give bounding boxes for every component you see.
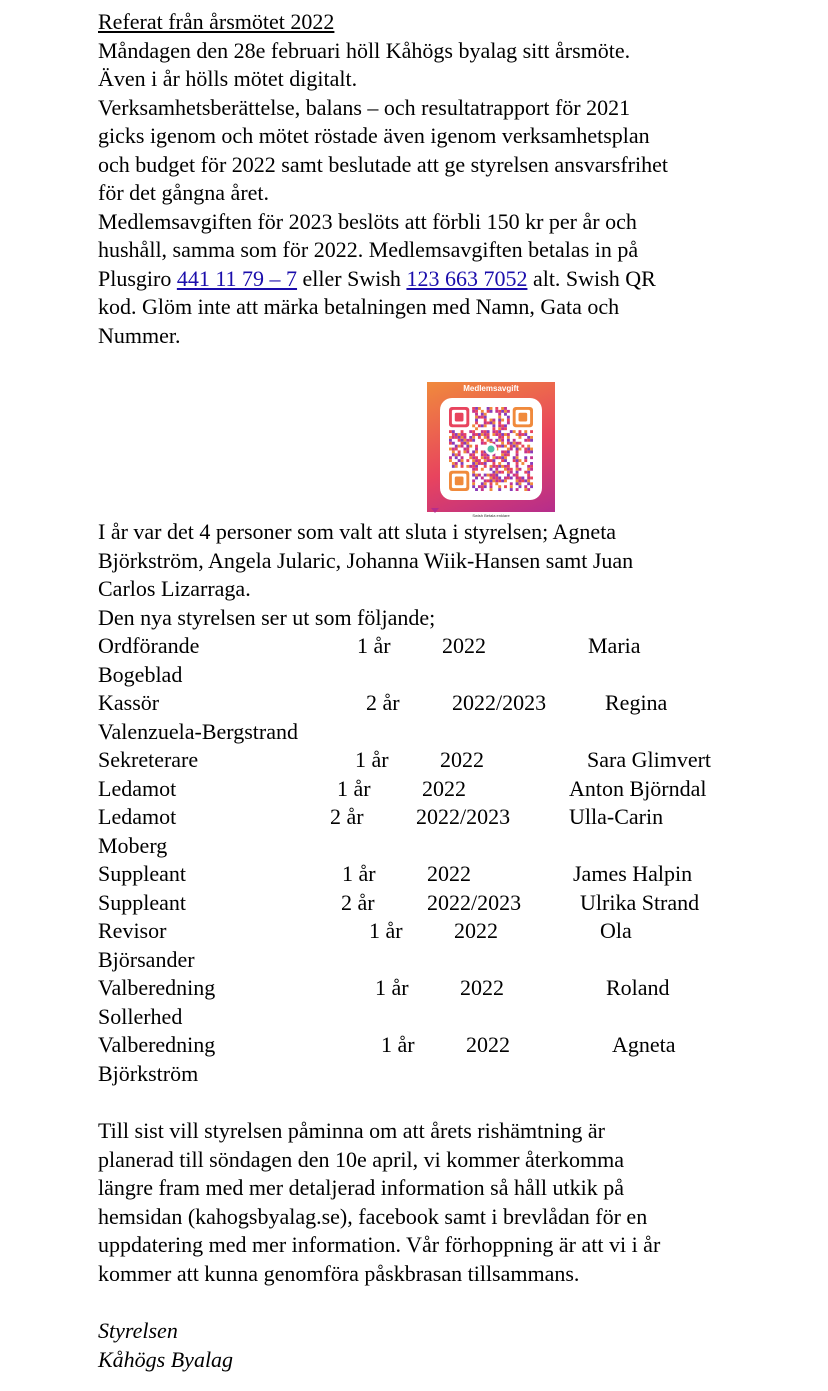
fee-line: Nummer. xyxy=(98,322,181,348)
swish-qr-section xyxy=(98,382,738,518)
roster-row xyxy=(98,974,738,1031)
roster-row xyxy=(98,803,738,860)
roster-term: 1 år xyxy=(375,975,409,1000)
intro-line: gicks igenom och mötet röstade även igenom verksamhetsplan xyxy=(98,123,650,148)
roster-row xyxy=(98,689,738,746)
fee-line: kod. Glöm inte att märka betalningen med Namn, Gata och xyxy=(98,294,620,319)
roster-role: Valberedning xyxy=(98,1032,216,1057)
roster-row xyxy=(98,889,738,918)
roster-role: Ledamot xyxy=(98,775,177,801)
roster-row xyxy=(98,917,738,974)
roster-year: 2022/2023 xyxy=(416,804,511,829)
roster-term: 2 år xyxy=(366,690,400,715)
signature-line: Styrelsen xyxy=(98,1318,178,1343)
qr-code-icon xyxy=(449,407,533,491)
swish-link[interactable]: 123 663 7052 xyxy=(406,265,528,291)
fee-text: Plusgiro xyxy=(98,265,177,291)
roster-name: Ulrika Strand xyxy=(580,889,700,915)
roster-row xyxy=(98,775,738,804)
leaving-line: Carlos Lizarraga. xyxy=(98,576,251,601)
fee-text: alt. Swish QR xyxy=(527,265,656,291)
spacer xyxy=(98,1288,738,1317)
swish-qr-card xyxy=(427,382,555,518)
fee-line-payment xyxy=(98,265,738,294)
roster-term: 1 år xyxy=(369,918,403,943)
closing-line: Till sist vill styrelsen påminna om att årets rishämtning är xyxy=(98,1118,605,1143)
roster-year: 2022/2023 xyxy=(452,690,547,715)
roster-name: Anton Björndal xyxy=(569,775,707,801)
roster-name: Regina xyxy=(605,690,668,715)
roster-name-cont: Sollerhed xyxy=(98,1003,183,1029)
roster-row xyxy=(98,1031,738,1088)
roster-name-cont: Valenzuela-Bergstrand xyxy=(98,718,298,744)
board-roster xyxy=(98,632,738,1088)
closing-line: uppdatering med mer information. Vår förhoppning är att vi i år xyxy=(98,1232,661,1257)
roster-name: Ulla-Carin xyxy=(569,804,664,829)
roster-term: 2 år xyxy=(341,889,375,915)
roster-name-cont: Björsander xyxy=(98,946,195,972)
signature xyxy=(98,1317,738,1374)
roster-name-cont: Moberg xyxy=(98,832,168,858)
roster-term: 2 år xyxy=(330,804,364,829)
roster-term: 1 år xyxy=(342,861,376,886)
roster-name-cont: Björkström xyxy=(98,1060,199,1086)
qr-code-image xyxy=(440,398,542,500)
closing-line: hemsidan (kahogsbyalag.se), facebook samt i brevlådan för en xyxy=(98,1203,648,1229)
roster-name: Agneta xyxy=(612,1032,676,1057)
roster-row xyxy=(98,746,738,775)
document xyxy=(98,8,738,1374)
roster-year: 2022 xyxy=(454,918,498,943)
roster-role: Suppleant xyxy=(98,861,186,886)
closing-line: längre fram med mer detaljerad information så håll utkik på xyxy=(98,1175,624,1200)
roster-year: 2022 xyxy=(460,975,504,1000)
board-intro: Den nya styrelsen ser ut som följande; xyxy=(98,604,436,630)
qr-footer: Swish Betala enklare xyxy=(472,513,510,518)
roster-name: Ola xyxy=(600,918,632,943)
signature-line: Kåhögs Byalag xyxy=(98,1346,234,1372)
roster-term: 1 år xyxy=(357,633,391,658)
fee-line: hushåll, samma som för 2022. Medlemsavgiften betalas in på xyxy=(98,237,639,262)
roster-role: Valberedning xyxy=(98,975,216,1000)
roster-name: Sara Glimvert xyxy=(587,747,712,772)
roster-role: Sekreterare xyxy=(98,747,199,772)
intro-line: Verksamhetsberättelse, balans – och resultatrapport för 2021 xyxy=(98,94,631,120)
intro-line: Även i år hölls mötet digitalt. xyxy=(98,66,358,91)
intro-line: Måndagen den 28e februari höll Kåhögs byalag sitt årsmöte. xyxy=(98,37,631,63)
plusgiro-link[interactable]: 441 11 79 – 7 xyxy=(176,265,298,291)
roster-term: 1 år xyxy=(381,1032,415,1057)
roster-year: 2022 xyxy=(422,775,466,801)
roster-role: Ledamot xyxy=(98,804,177,829)
intro-paragraph xyxy=(98,37,738,208)
roster-row xyxy=(98,632,738,689)
fee-text: eller Swish xyxy=(297,265,407,291)
fee-line: Medlemsavgiften för 2023 beslöts att förbli 150 kr per år och xyxy=(98,208,637,234)
leaving-line: I år var det 4 personer som valt att sluta i styrelsen; Agneta xyxy=(98,519,617,544)
qr-title: Medlemsavgift xyxy=(463,384,519,393)
intro-line: och budget för 2022 samt beslutade att ge styrelsen ansvarsfrihet xyxy=(98,151,669,177)
roster-name: James Halpin xyxy=(573,861,693,886)
roster-role: Ordförande xyxy=(98,633,200,658)
roster-year: 2022 xyxy=(427,861,471,886)
roster-role: Revisor xyxy=(98,918,167,943)
closing-line: planerad till söndagen den 10e april, vi kommer återkomma xyxy=(98,1146,625,1172)
roster-term: 1 år xyxy=(355,747,389,772)
leaving-line: Björkström, Angela Jularic, Johanna Wiik-Hansen samt Juan xyxy=(98,547,634,573)
closing-paragraph xyxy=(98,1117,738,1288)
roster-year: 2022 xyxy=(466,1032,510,1057)
spacer xyxy=(98,1088,738,1117)
roster-name-cont: Bogeblad xyxy=(98,661,183,687)
roster-year: 2022 xyxy=(442,633,486,658)
roster-row xyxy=(98,860,738,889)
roster-role: Kassör xyxy=(98,690,160,715)
roster-year: 2022/2023 xyxy=(427,889,522,915)
roster-name: Maria xyxy=(588,633,641,658)
roster-term: 1 år xyxy=(337,775,371,801)
roster-role: Suppleant xyxy=(98,889,186,915)
closing-line: kommer att kunna genomföra påskbrasan tillsammans. xyxy=(98,1260,580,1286)
intro-line: för det gångna året. xyxy=(98,180,270,205)
roster-year: 2022 xyxy=(440,747,484,772)
leaving-paragraph xyxy=(98,518,738,604)
document-title: Referat från årsmötet 2022 xyxy=(98,9,335,34)
roster-name: Roland xyxy=(606,975,670,1000)
fee-paragraph xyxy=(98,208,738,351)
